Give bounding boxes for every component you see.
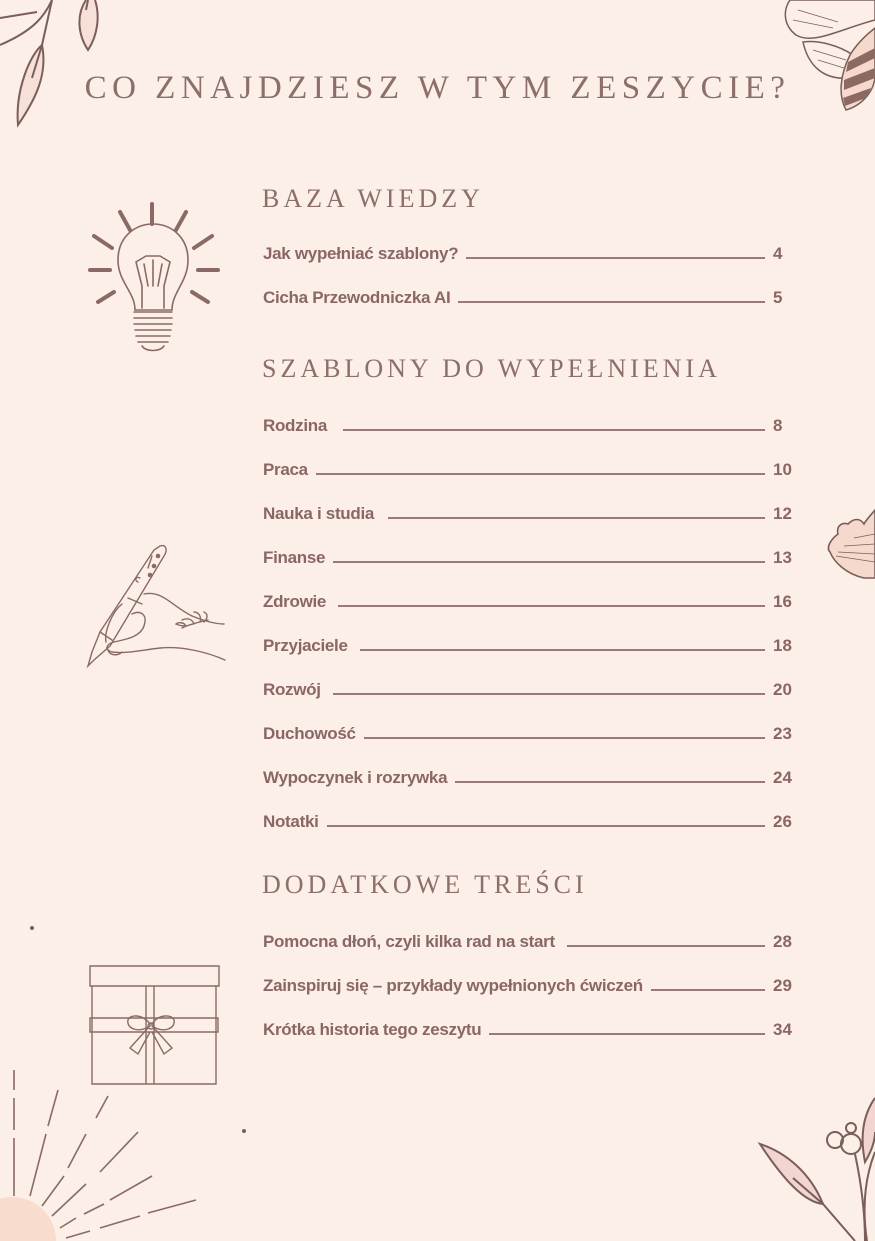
page-title: CO ZNAJDZIESZ W TYM ZESZYCIE? [84, 70, 791, 106]
toc-leader-line [489, 1033, 765, 1035]
toc-leader-line [466, 257, 765, 259]
toc-item-page: 28 [773, 932, 792, 951]
toc-item-label: Finanse [263, 548, 326, 567]
toc-item-page: 29 [773, 976, 792, 995]
toc-item-page: 26 [773, 812, 792, 831]
toc-item[interactable] [263, 808, 795, 832]
toc-item[interactable] [263, 412, 795, 436]
section-title-dodatkowe: DODATKOWE TREŚCI [262, 870, 588, 899]
toc-item-page: 16 [773, 592, 792, 611]
toc-item-page: 13 [773, 548, 792, 567]
toc-leader-line [316, 473, 765, 475]
section-title-baza-wiedzy: BAZA WIEDZY [262, 184, 484, 213]
toc-item-page: 34 [773, 1020, 792, 1039]
decorative-dot [30, 926, 34, 930]
toc-item-label: Wypoczynek i rozrywka [263, 768, 448, 787]
toc-item-label: Pomocna dłoń, czyli kilka rad na start [263, 932, 555, 951]
toc-leader-line [343, 429, 765, 431]
toc-item[interactable] [263, 284, 795, 308]
toc-item-page: 12 [773, 504, 792, 523]
toc-item[interactable] [263, 544, 795, 568]
toc-leader-line [360, 649, 765, 651]
toc-leader-line [651, 989, 765, 991]
toc-item[interactable] [263, 588, 795, 612]
toc-item-page: 8 [773, 416, 783, 435]
toc-item[interactable] [263, 1016, 795, 1040]
toc-item[interactable] [263, 972, 795, 996]
toc-item-label: Zdrowie [263, 592, 327, 611]
toc-item-label: Cicha Przewodniczka AI [263, 288, 451, 307]
toc-item-label: Nauka i studia [263, 504, 375, 523]
toc-item-page: 10 [773, 460, 792, 479]
toc-item-label: Zainspiruj się – przykłady wypełnionych ćwiczeń [263, 976, 643, 995]
toc-item[interactable] [263, 456, 795, 480]
toc-item-page: 24 [773, 768, 792, 787]
toc-leader-line [455, 781, 765, 783]
toc-leader-line [388, 517, 765, 519]
toc-item[interactable] [263, 240, 795, 264]
toc-leader-line [338, 605, 765, 607]
toc-item[interactable] [263, 676, 795, 700]
toc-item-label: Jak wypełniać szablony? [263, 244, 459, 263]
toc-item-page: 23 [773, 724, 792, 743]
lightbulb-icon [88, 200, 223, 355]
toc-item-label: Duchowość [263, 724, 356, 743]
toc-item-label: Przyjaciele [263, 636, 348, 655]
flower-branch-icon [755, 1092, 875, 1241]
toc-item-label: Krótka historia tego zeszytu [263, 1020, 482, 1039]
leaf-right-icon [826, 504, 875, 582]
toc-leader-line [333, 561, 765, 563]
toc-item-page: 5 [773, 288, 783, 307]
toc-leader-line [327, 825, 765, 827]
toc-item-label: Rodzina [263, 416, 328, 435]
sun-rays-icon [0, 1068, 200, 1241]
toc-item-label: Notatki [263, 812, 319, 831]
decorative-dot [242, 1129, 246, 1133]
hand-writing-pen-icon [82, 542, 228, 670]
toc-leader-line [567, 945, 765, 947]
section-title-szablony: SZABLONY DO WYPEŁNIENIA [262, 354, 721, 383]
toc-item[interactable] [263, 632, 795, 656]
toc-item[interactable] [263, 928, 795, 952]
toc-leader-line [458, 301, 765, 303]
toc-item-page: 18 [773, 636, 792, 655]
leaves-top-left-icon [0, 0, 110, 130]
toc-item[interactable] [263, 764, 795, 788]
toc-item-label: Praca [263, 460, 308, 479]
toc-item-page: 4 [773, 244, 783, 263]
toc-leader-line [333, 693, 765, 695]
toc-item-page: 20 [773, 680, 792, 699]
toc-item[interactable] [263, 500, 795, 524]
toc-item[interactable] [263, 720, 795, 744]
toc-leader-line [364, 737, 765, 739]
toc-item-label: Rozwój [263, 680, 321, 699]
